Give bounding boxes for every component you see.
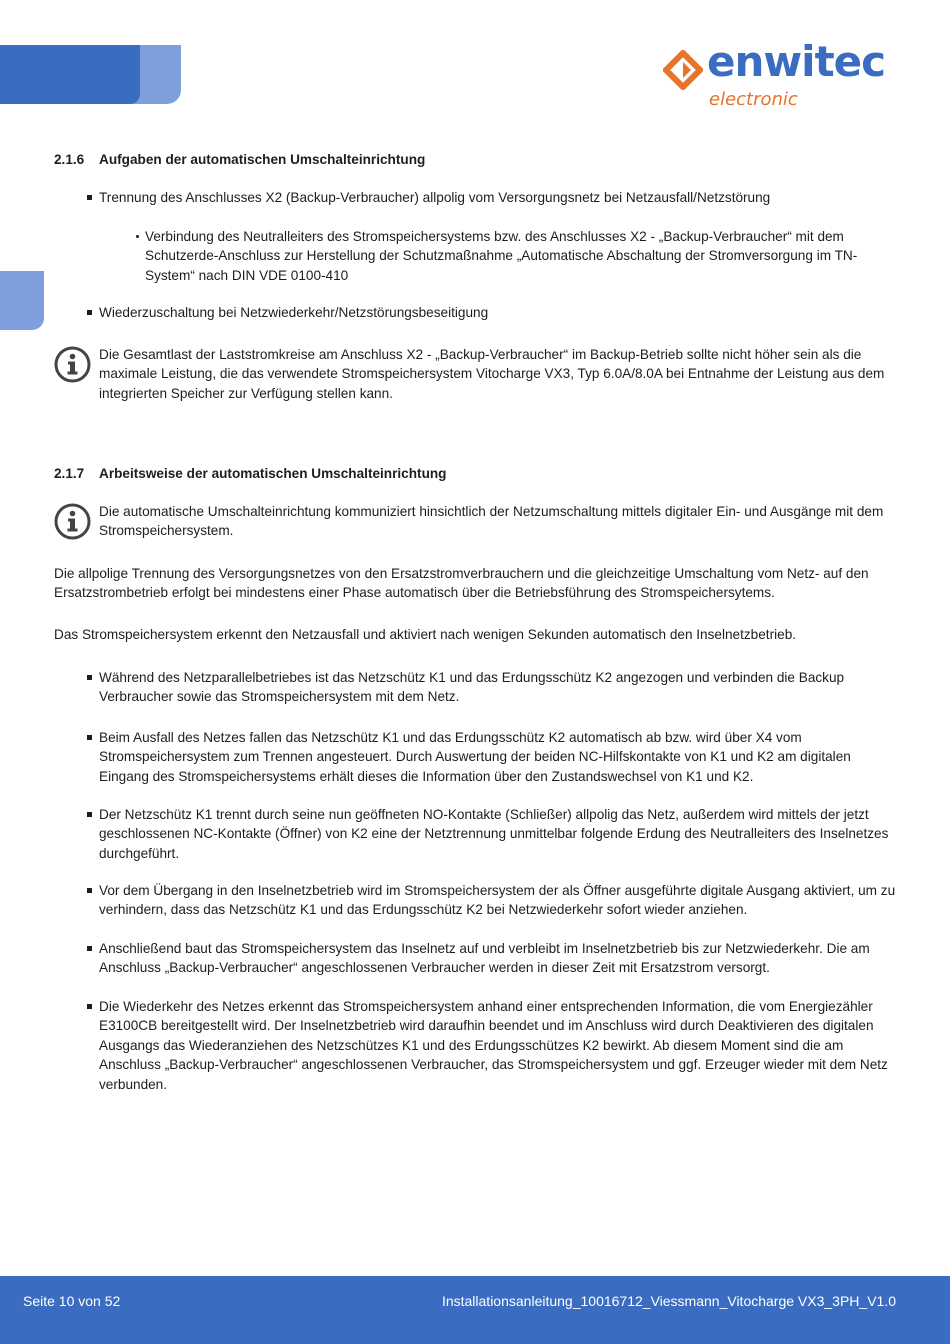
list-item: Beim Ausfall des Netzes fallen das Netzschütz K1 und das Erdungsschütz K2 automatisch ab bzw. wird über X4 vom Stromspeichersystem zum Trennen angesteuert. Durch Auswertung der beiden NC-Hilfskontakte von K1 und K2 am digitalen Eingang des Stromspeichersystems erhält dieses die Information über den Zustandswechsel von K1 und K2. <box>99 728 899 786</box>
section-number: 2.1.6 <box>54 152 85 167</box>
side-tab-decoration <box>0 271 44 330</box>
document-name: Installationsanleitung_10016712_Viessmann_Vitocharge VX3_3PH_V1.0 <box>441 1293 896 1309</box>
paragraph: Die allpolige Trennung des Versorgungsnetzes von den Ersatzstromverbrauchern und die gleichzeitige Umschaltung vom Netz- auf den Ersatzstrombetrieb erfolgt bei mindestens einer Phase automatisch über die Betriebsführung des Stromspeichersytems. <box>54 566 869 601</box>
logo-diamond-icon <box>663 50 703 90</box>
logo-subtitle: electronic <box>709 89 798 110</box>
company-logo <box>663 37 903 116</box>
info-icon <box>54 503 91 540</box>
list-item: Die Wiederkehr des Netzes erkennt das Stromspeichersystem anhand einer entsprechenden Information, die vom Energiezähler E3100CB bereitgestellt wird. Der Inselnetzbetrieb wird daraufhin beendet und im Anschluss wird durch Deaktivieren des digitalen Ausgangs das Wiederanziehen des Netzschützes K1 und des Erdungsschützes K2 bewirkt. Ab diesem Moment sind die am Anschluss „Backup-Verbraucher“ angeschlossenen Verbraucher, das Stromspeichersystem und ggf. Erzeuger wieder mit dem Netz verbunden. <box>99 997 899 1094</box>
list-item: Vor dem Übergang in den Inselnetzbetrieb wird im Stromspeichersystem der als Öffner ausgeführte digitale Ausgang aktiviert, um zu verhindern, dass das Netzschütz K1 und das Erdungsschütz K2 bei Netzwiederkehr sofort wieder anziehen. <box>99 881 899 920</box>
section-heading-2-1-6 <box>54 150 899 169</box>
info-note: Die Gesamtlast der Laststromkreise am Anschluss X2 - „Backup-Verbraucher“ im Backup-Betrieb sollte nicht höher sein als die maximale Leistung, die das verwendete Stromspeichersystem Vitocharge VX3, Typ 6.0A/8.0A bei Entnahme der Leistung aus dem integrierten Speicher zur Verfügung stellen kann. <box>99 347 885 401</box>
list-item: Anschließend baut das Stromspeichersystem das Inselnetz auf und verbleibt im Inselnetzbetrieb bis zur Netzwiederkehr. Die am Anschluss „Backup-Verbraucher“ angeschlossenen Verbraucher werden in dieser Zeit mit Ersatzstrom versorgt. <box>99 939 899 978</box>
info-note: Die automatische Umschalteinrichtung kommuniziert hinsichtlich der Netzumschaltung mittels digitaler Ein- und Ausgänge mit dem Stromspeichersystem. <box>99 504 884 539</box>
list-item: Trennung des Anschlusses X2 (Backup-Verbraucher) allpolig vom Versorgungsnetz bei Netzausfall/Netzstörung <box>99 188 899 207</box>
logo-name: enwitec <box>707 37 886 86</box>
list-item: Wiederzuschaltung bei Netzwiederkehr/Netzstörungsbeseitigung <box>99 303 899 322</box>
sub-list-item: Verbindung des Neutralleiters des Stromspeichersystems bzw. des Anschlusses X2 - „Backup-Verbraucher“ mit dem Schutzerde-Anschluss zur Herstellung der Schutzmaßnahme „Automatische Abschaltung der Stromversorgung im TN-System“ nach DIN VDE 0100-410 <box>145 227 885 285</box>
section-title: Arbeitsweise der automatischen Umschalteinrichtung <box>99 466 447 481</box>
section-heading-2-1-7 <box>54 464 899 483</box>
header-tab-dark <box>0 45 140 104</box>
list-item: Während des Netzparallelbetriebes ist das Netzschütz K1 und das Erdungsschütz K2 angezogen und verbinden die Backup Verbraucher sowie das Stromspeichersystem mit dem Netz. <box>99 668 899 707</box>
header-tab-decoration <box>0 45 181 104</box>
section-number: 2.1.7 <box>54 466 85 481</box>
info-icon <box>54 346 91 383</box>
page-footer <box>0 1276 950 1344</box>
paragraph: Das Stromspeichersystem erkennt den Netzausfall und aktiviert nach wenigen Sekunden automatisch den Inselnetzbetrieb. <box>54 627 797 642</box>
list-item: Der Netzschütz K1 trennt durch seine nun geöffneten NO-Kontakte (Schließer) allpolig das Netz, außerdem wird mittels der jetzt geschlossenen NC-Kontakte (Öffner) von K2 eine der Netztrennung unmittelbar folgende Erdung des Neutralleiters des Inselnetzes durchgeführt. <box>99 805 899 863</box>
section-title: Aufgaben der automatischen Umschalteinrichtung <box>99 152 426 167</box>
page-number: Seite 10 von 52 <box>23 1293 121 1309</box>
